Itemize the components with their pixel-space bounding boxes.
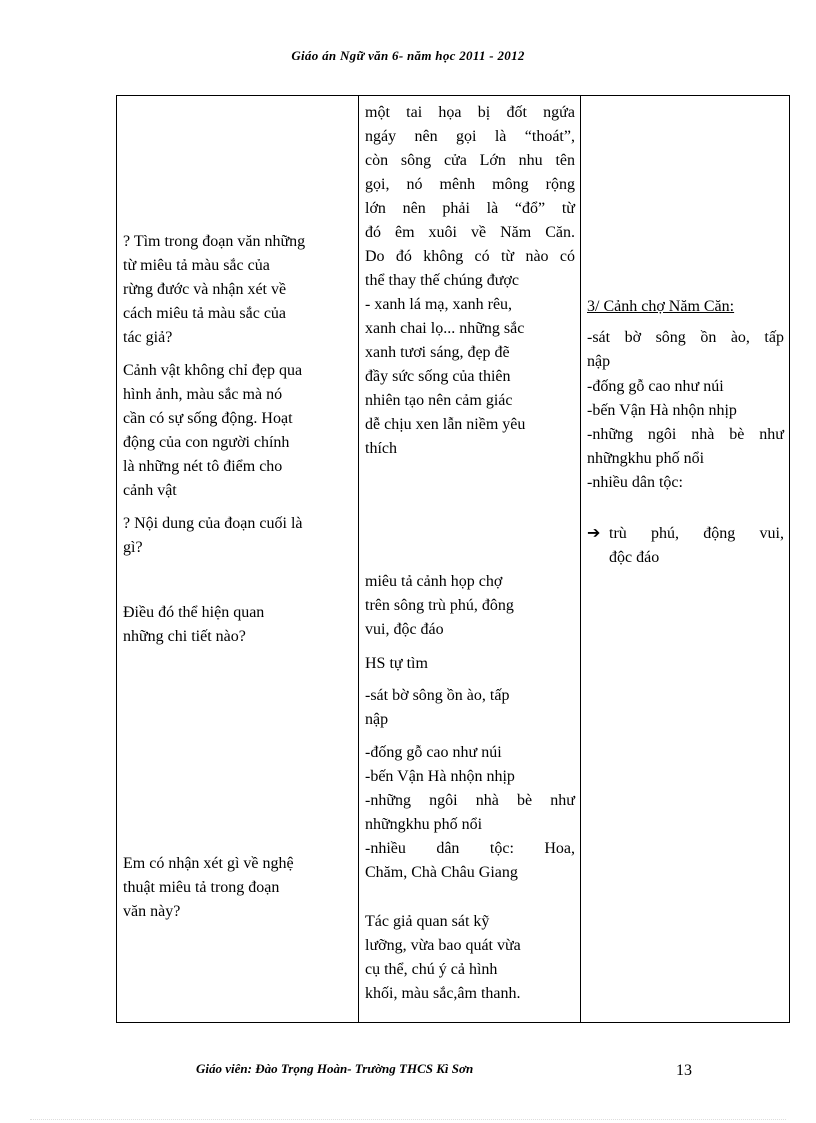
answer-art-description: Tác giả quan sát kỹ lưỡng, vừa bao quát vừa cụ thể, chú ý cả hình khối, màu sắc,âm thanh. [365,913,521,1002]
right-arrow-icon: ➔ [587,525,601,542]
question-last-paragraph: ? Nội dung của đoạn cuối là gì? [123,515,303,556]
footer-divider [30,1119,786,1120]
note-riverbank: -sát bờ sông ồn ào, tấp nập [587,329,784,370]
page-number: 13 [676,1062,692,1079]
teacher-note-scenery: Cảnh vật không chỉ đẹp qua hình ảnh, màu sắc mà nó cần có sự sống động. Hoạt động của con người chính là những nét tô điểm cho cảnh vật [123,362,303,499]
answer-riverbank: -sát bờ sông ồn ào, tấp nập [365,687,510,728]
answer-market-scene: miêu tả cảnh họp chợ trên sông trù phú, đông vui, độc đáo [365,573,514,638]
lesson-table [116,95,790,1023]
column-divider [580,96,581,1022]
answer-self-find: HS tự tìm [365,655,428,672]
question-details: Điều đó thể hiện quan những chi tiết nào? [123,604,265,645]
answer-boat-houses: -những ngôi nhà bè như nhữngkhu phố nổi [365,792,575,833]
page-footer: Giáo viên: Đào Trọng Hoàn- Trường THCS Kì Sơn [196,1061,474,1076]
column-divider [358,96,359,1022]
answer-place-names: một tai họa bị đốt ngứa ngáy nên gọi là “thoát”, còn sông cửa Lớn nhu tên gọi, nó mênh mông rộng lớn nên phải là “đổ” từ đó êm xuôi về Năm Căn. Do đó không có từ nào có thể thay thế chúng được [365,104,575,289]
note-ethnic-groups: -nhiều dân tộc: [587,474,683,491]
answer-ethnic-groups: -nhiều dân tộc: Hoa, Chăm, Chà Châu Giang [365,840,575,881]
note-wood-wharf: -đống gỗ cao như núi -bến Vận Hà nhộn nhịp [587,378,737,419]
answer-green-colors: - xanh lá mạ, xanh rêu, xanh chai lọ... những sắc xanh tươi sáng, đẹp đẽ đầy sức sống của thiên nhiên tạo nên cảm giác dễ chịu xen lẫn niềm yêu thích [365,296,526,457]
answer-wood-wharf: -đống gỗ cao như núi -bến Vận Hà nhộn nhịp [365,744,515,785]
section-title-market: 3/ Cảnh chợ Năm Căn: [587,298,735,315]
question-color-description: ? Tìm trong đoạn văn những từ miêu tả màu sắc của rừng đước và nhận xét về cách miêu tả màu sắc của tác giả? [123,233,306,346]
note-boat-houses: -những ngôi nhà bè như nhữngkhu phố nổi [587,426,784,467]
question-art: Em có nhận xét gì về nghệ thuật miêu tả trong đoạn văn này? [123,855,294,920]
note-conclusion: ➔ trù phú, động vui, độc đáo [587,522,784,570]
page-header: Giáo án Ngữ văn 6- năm học 2011 - 2012 [291,48,525,63]
